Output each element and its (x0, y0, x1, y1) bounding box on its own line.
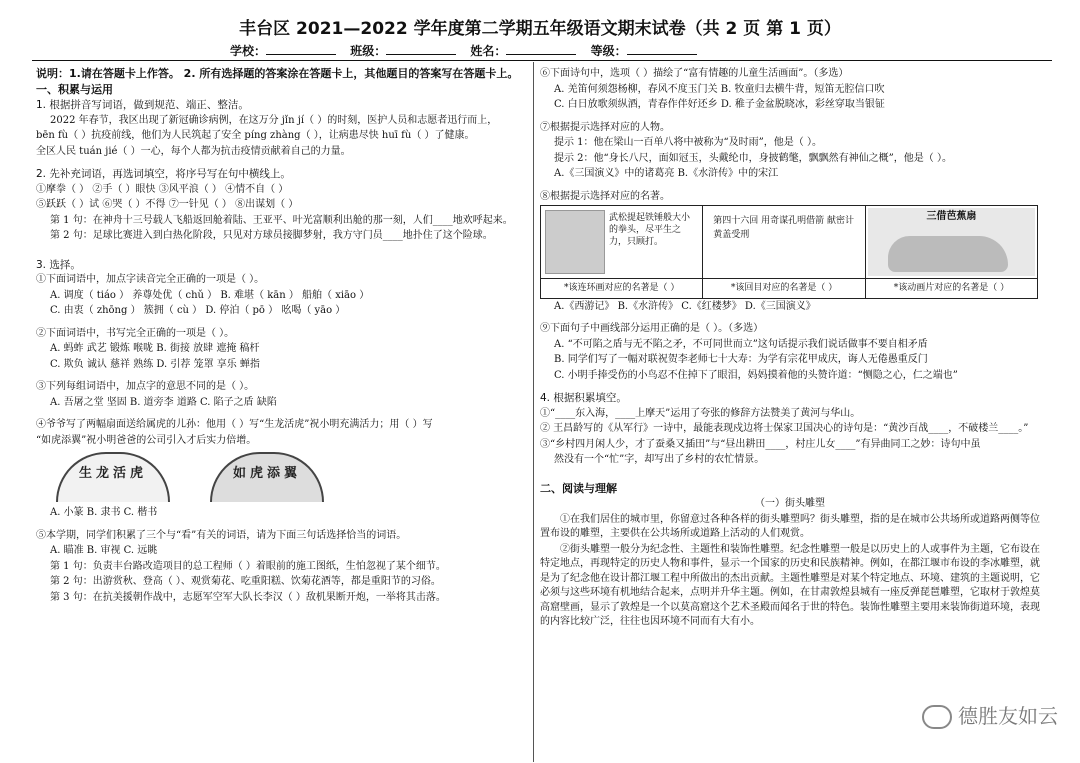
q3-2-options: C. 欺负 诚认 慈祥 熟练 D. 引荐 笼罩 享乐 蝉指 (50, 358, 260, 370)
right-column (540, 66, 1040, 631)
q3-4-options: A. 小篆 B. 隶书 C. 楷书 (50, 507, 158, 518)
table-label: *该动画片对应的名著是（ ） (865, 279, 1037, 299)
q4-item: 然没有一个“忙”字，却写出了乡村的农忙情景。 (554, 454, 765, 465)
student-info-line (230, 42, 707, 59)
instructions: 说明：1.请在答题卡上作答。 2. 所有选择题的答案涂在答题卡上，其他题目的答案写在答题卡上。 (36, 67, 519, 80)
section-heading: 一、积累与运用 (36, 82, 113, 96)
chapter-title: 第四十六回 用奇谋孔明借箭 献密计黄盖受刑 (713, 216, 855, 240)
passage-paragraph: ①在我们居住的城市里，你留意过各种各样的街头雕塑吗？街头雕塑，指的是在城市公共场所或道路两侧等位置布设的雕塑，主要供在公共场所或道路上活动的人们观赏。 (540, 513, 1040, 539)
fan-calligraphy: 如虎添翼 (210, 452, 324, 502)
q1-line: bēn fù（ ）抗疫前线，他们为人民筑起了安全 píng zhàng（ ），让病患尽快 huī fù（ ）了健康。 (36, 130, 475, 141)
q1-line: 全区人民 tuán jié（ ）一心，每个人都为抗击疫情贡献着自己的力量。 (36, 145, 351, 157)
q3-1: ①下面词语中，加点字读音完全正确的一项是（ ）。 (36, 274, 265, 285)
q3-7-hint: 提示 2：他“身长八尺，面如冠玉，头戴纶巾，身披鹤氅，飘飘然有神仙之概”，他是（ ）。 (554, 152, 952, 164)
question-2: 2. 先补充词语，再选词填空，将序号写在句中横线上。 (36, 168, 291, 180)
q3-2-options: A. 蚂蚱 武艺 锻炼 喉咙 B. 街接 放肆 遮掩 稿杆 (50, 343, 260, 354)
fan-images (36, 452, 526, 502)
q3-4: “如虎添翼”祝小明爸爸的公司引入才后实力倍增。 (36, 434, 257, 446)
q3-8-options: A.《西游记》 B.《水浒传》 C.《红楼梦》 D.《三国演义》 (554, 300, 816, 312)
info-school: 学校： (230, 42, 336, 59)
question-3: 3. 选择。 (36, 258, 81, 271)
q4-item: ③“乡村四月闲人少，才了蚕桑又插田”与“昼出耕田____，村庄儿女____”有异曲同工之妙：诗句中虽 (540, 438, 981, 450)
q2-words: ①摩拳（ ） ②手（ ）眼快 ③风平浪（ ） ④情不自（ ） (36, 183, 289, 195)
q2-sentence: 第 1 句：在神舟十三号载人飞船返回舱着陆、王亚平、叶光富顺利出舱的那一刻，人们____地欢呼起来。 (50, 214, 513, 226)
q3-4: ④爷爷写了两幅扇面送给属虎的儿孙：他用（ ）写“生龙活虎”祝小明充满活力；用（ ）写 (36, 419, 433, 430)
info-name: 姓名： (470, 42, 576, 59)
q2-sentence: 第 2 句：足球比赛进入到白热化阶段，只见对方球员接脚梦射，我方守门员____地扑住了这个险球。 (50, 230, 493, 241)
passage-paragraph: ②街头雕塑一般分为纪念性、主题性和装饰性雕塑。纪念性雕塑一般是以历史上的人或事件为主题，它布设在特定地点，再现特定的历史人物和事件，显示一个国家的历史和民族精神。例如，在都江堰市布设的李冰雕塑，就是为了纪念他在设计都江堰工程中所做出的杰出贡献。主题性雕塑是对某个特定地点、环境、建筑的主题说明，它必须与这些环境有机地结合起来，点明并升华主题。例如，在甘肃敦煌县城有一座反弹琵琶雕塑，它取材于敦煌莫高窟壁画，显示了敦煌是一个以莫高窟这个艺术圣殿而闻名于世的特色。装饰性雕塑主要用来装饰街道环境，表现的内容比较广泛，往往也因环境不同而有大有小。 (540, 543, 1040, 627)
header-divider (32, 60, 1052, 61)
q3-6-options: A. 羌笛何须怨杨柳，春风不度玉门关 B. 牧童归去横牛背，短笛无腔信口吹 (554, 83, 885, 95)
q3-8: ⑧根据提示选择对应的名著。 (540, 190, 670, 202)
q3-1-options: A. 调度（ tiáo ） 养尊处优（ chǔ ） B. 难堪（ kān ） 船舶（ xiāo ） (50, 289, 370, 301)
question-4: 4. 根据积累填空。 (540, 392, 627, 404)
column-divider (533, 62, 534, 762)
q3-1-options: C. 由衷（ zhōng ） 簇拥（ cù ） D. 停泊（ pō ） 吆喝（ yāo ） (50, 305, 346, 316)
info-grade: 等级： (591, 42, 697, 59)
question-1: 1. 根据拼音写词语，做到规范、端正、整洁。 (36, 99, 249, 111)
q3-5-sentence: 第 3 句：在抗美援朝作战中，志愿军空军大队长李汉（ ）敌机果断开炮，一举将其击落。 (50, 591, 446, 603)
q3-9-option: A. “不可陷之盾与无不陷之矛，不可同世而立”这句话提示我们说话做事不要自相矛盾 (554, 338, 928, 350)
q3-9-option: C. 小明手捧受伤的小鸟忍不住掉下了眼泪，妈妈摸着他的头赞许道：“恻隐之心，仁之端也” (554, 369, 958, 381)
table-label: *该连环画对应的名著是（ ） (541, 279, 703, 299)
q1-line: 2022 年春节，我区出现了新冠确诊病例，在这万分 jǐn jí（ ）的时刻，医护人员和志愿者迅行而上， (50, 114, 498, 126)
q2-words: ⑤跃跃（ ）试 ⑥哭（ ）不得 ⑦一针见（ ） ⑧出谋划（ ） (36, 199, 299, 210)
animation-title: 三借芭蕉扇 (926, 211, 977, 222)
q4-item: ①“____东入海，____上摩天”运用了夸张的修辞方法赞美了黄河与华山。 (540, 407, 861, 419)
section-heading: 二、阅读与理解 (540, 481, 617, 495)
q3-3: ③下列每组词语中，加点字的意思不同的是（ ）。 (36, 381, 255, 392)
page-title: 丰台区 2021—2022 学年度第二学期五年级语文期末试卷（共 2 页 第 1 页） (239, 19, 841, 39)
table-label: *该回目对应的名著是（ ） (703, 279, 866, 299)
q3-3-options: A. 吾屠之堂 坚固 B. 道旁李 道路 C. 陷子之盾 缺陷 (50, 396, 277, 408)
wechat-icon (922, 705, 952, 729)
animation-image (868, 208, 1035, 276)
watermark: 德胜友如云 (922, 700, 1058, 730)
q3-5-sentence: 第 1 句：负责丰台路改造项目的总工程师（ ）着眼前的施工图纸，生怕忽视了某个细节。 (50, 560, 446, 572)
fan-calligraphy: 生龙活虎 (56, 452, 170, 502)
q3-7-hint: 提示 1：他在梁山一百单八将中被称为“及时雨”，他是（ ）。 (554, 137, 822, 148)
passage-title: （一）街头雕塑 (755, 498, 825, 509)
left-column (36, 66, 526, 606)
q3-7: ⑦根据提示选择对应的人物。 (540, 121, 670, 133)
q3-5: ⑤本学期，同学们积累了三个与“看”有关的词语，请为下面三句话选择恰当的词语。 (36, 529, 407, 541)
book-matching-table (540, 205, 1038, 299)
info-class: 班级： (350, 42, 456, 59)
q3-5-sentence: 第 2 句：出游赏秋、登高（ ）、观赏菊花、吃重阳糕、饮菊花酒等，都是重阳节的习俗。 (50, 576, 441, 587)
q3-9-option: B. 同学们写了一幅对联祝贺李老师七十大寿：为学有宗花甲成庆，诲人无倦愚重反门 (554, 354, 928, 365)
q3-5-options: A. 瞄准 B. 审视 C. 远眺 (50, 545, 158, 556)
q3-2: ②下面词语中，书写完全正确的一项是（ ）。 (36, 327, 235, 339)
q3-7-options: A.《三国演义》中的诸葛亮 B.《水浒传》中的宋江 (554, 168, 779, 179)
q3-6: ⑥下面诗句中，选项（ ）描绘了“富有情趣的儿童生活画面”。（多选） (540, 68, 849, 79)
comic-image (545, 210, 605, 274)
comic-caption: 武松提起铁锤般大小的拳头，尽平生之力，只顾打。 (609, 213, 691, 247)
q4-item: ② 王昌龄写的《从军行》一诗中，最能表现戍边将士保家卫国决心的诗句是：“黄沙百战____，不破楼兰____。” (540, 423, 1029, 434)
q3-9: ⑨下面句子中画线部分运用正确的是（ ）。（多选） (540, 323, 764, 334)
q3-6-options: C. 白日放歌须纵酒，青春作伴好还乡 D. 稚子金盆脱晓冰，彩丝穿取当银钲 (554, 99, 885, 110)
